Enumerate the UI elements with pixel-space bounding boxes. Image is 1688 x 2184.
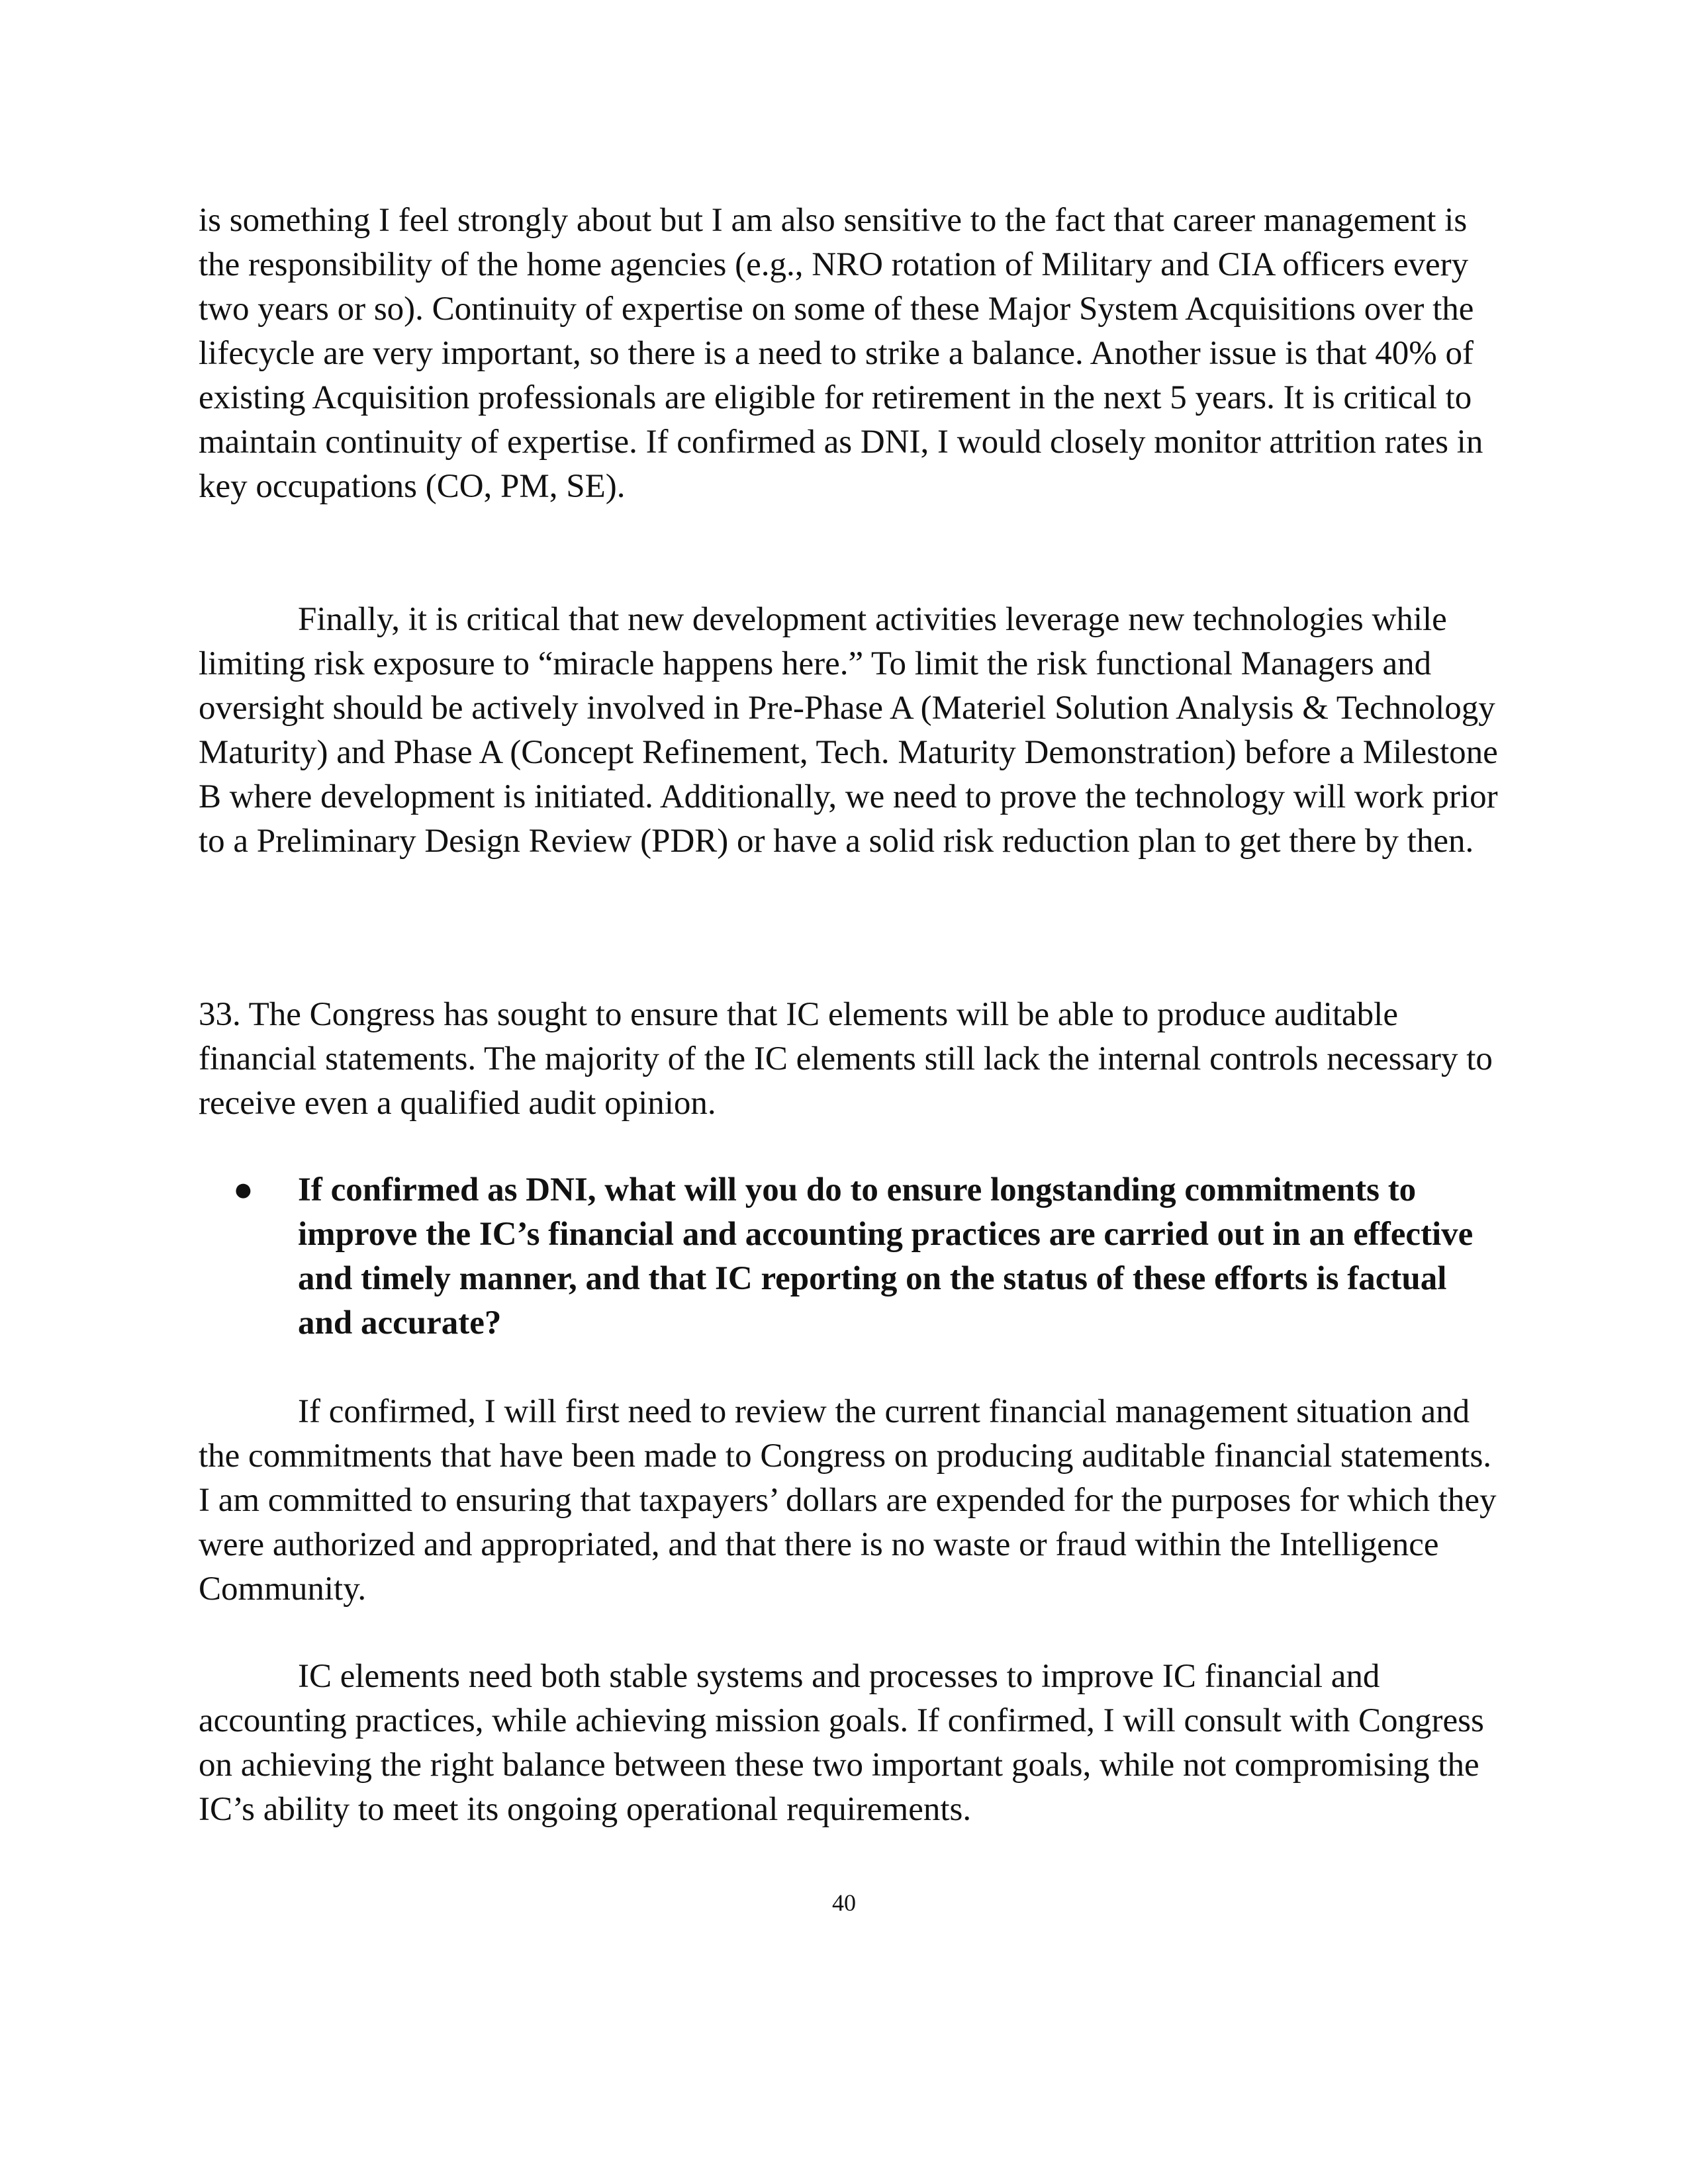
paragraph-stable-systems: IC elements need both stable systems and processes to improve IC financial and accounting practices, while achieving mission goals. If confirmed, I will consult with Congress on achieving the right balance between these two important goals, while not compromising the IC’s ability to meet its ongoing operational requirements.: [199, 1658, 1484, 1828]
paragraph-career-management: is something I feel strongly about but I am also sensitive to the fact that career management is the responsibility of the home agencies (e.g., NRO rotation of Military and CIA officers every two years or so). Continuity of expertise on some of these Major System Acquisitions over the lifecycle are very important, so there is a need to strike a balance. Another issue is that 40% of existing Acquisition professionals are eligible for retirement in the next 5 years. It is critical to maintain continuity of expertise. If confirmed as DNI, I would closely monitor attrition rates in key occupations (CO, PM, SE).: [199, 202, 1483, 505]
question-33-bold: If confirmed as DNI, what will you do to ensure longstanding commitments to improve the IC’s financial and accounting practices are carried out in an effective and timely manner, and that IC reporting on the status of these efforts is factual and accurate?: [298, 1171, 1474, 1342]
paragraph-financial-review: If confirmed, I will first need to review the current financial management situation and the commitments that have been made to Congress on producing auditable financial statements. I am committed to ensuring that taxpayers’ dollars are expended for the purposes for which they were authorized and appropriated, and that there is no waste or fraud within the Intelligence Community.: [199, 1393, 1497, 1608]
page-number: 40: [832, 1889, 856, 1916]
paragraph-question-33-intro: 33. The Congress has sought to ensure that IC elements will be able to produce auditable financial statements. The majority of the IC elements still lack the internal controls necessary to receive even a qualified audit opinion.: [199, 996, 1493, 1122]
paragraph-technology-risk: Finally, it is critical that new development activities leverage new technologies while limiting risk exposure to “miracle happens here.” To limit the risk functional Managers and oversight should be actively involved in Pre-Phase A (Materiel Solution Analysis & Technology Maturity) and Phase A (Concept Refinement, Tech. Maturity Demonstration) before a Milestone B where development is initiated. Additionally, we need to prove the technology will work prior to a Preliminary Design Review (PDR) or have a solid risk reduction plan to get there by then.: [199, 601, 1498, 860]
bullet-icon: ●: [233, 1171, 254, 1208]
